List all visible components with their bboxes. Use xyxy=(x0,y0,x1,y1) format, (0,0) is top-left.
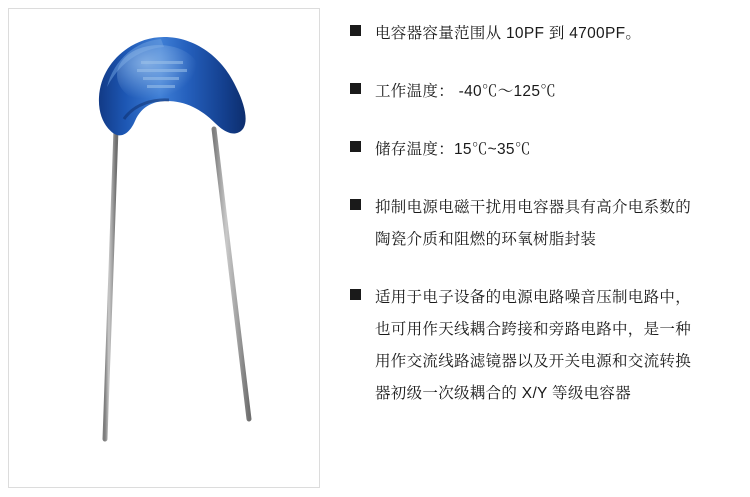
spec-line: 抑制电源电磁干扰用电容器具有高介电系数的 xyxy=(375,199,692,216)
spec-line: 工作温度： -40℃～125℃ xyxy=(375,83,557,100)
spec-text-operating-temperature xyxy=(375,76,556,108)
square-bullet-icon xyxy=(350,199,361,210)
list-item xyxy=(350,18,738,50)
list-item xyxy=(350,134,738,166)
capacitor-leads xyxy=(105,129,249,439)
spec-text-emi-suppression xyxy=(375,192,691,256)
spec-line: 也可用作天线耦合跨接和旁路电路中，是一种 xyxy=(375,321,692,338)
spec-line: 储存温度：15℃~35℃ xyxy=(375,141,531,158)
square-bullet-icon xyxy=(350,141,361,152)
list-item xyxy=(350,76,738,108)
list-item xyxy=(350,282,738,410)
spec-line: 电容器容量范围从 10PF 到 4700PF。 xyxy=(375,25,642,42)
square-bullet-icon xyxy=(350,83,361,94)
spec-list xyxy=(320,0,750,497)
product-image-panel xyxy=(8,8,320,488)
spec-text-storage-temperature xyxy=(375,134,531,166)
spec-line: 器初级一次级耦合的 X/Y 等级电容器 xyxy=(375,385,632,402)
spec-line: 陶瓷介质和阻燃的环氧树脂封装 xyxy=(375,231,597,248)
square-bullet-icon xyxy=(350,289,361,300)
spec-line: 适用于电子设备的电源电路噪音压制电路中， xyxy=(375,289,692,306)
list-item xyxy=(350,192,738,256)
square-bullet-icon xyxy=(350,25,361,36)
spec-text-capacitance-range xyxy=(375,18,641,50)
ceramic-disc-capacitor-photo xyxy=(9,9,319,487)
spec-text-applications xyxy=(375,282,691,410)
spec-line: 用作交流线路滤镜器以及开关电源和交流转换 xyxy=(375,353,692,370)
